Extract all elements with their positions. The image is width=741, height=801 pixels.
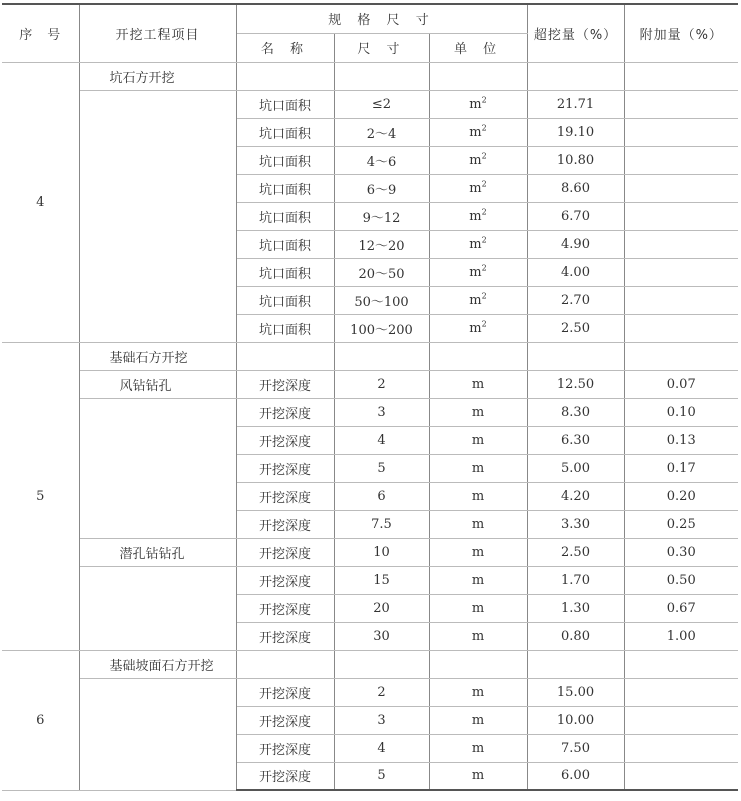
unit-text: m	[471, 404, 485, 420]
cell-size: 3	[334, 706, 429, 734]
cell-unit	[429, 230, 527, 258]
table-row	[2, 398, 738, 426]
cell-over: 8.30	[527, 398, 624, 426]
section-5-title-row	[2, 342, 738, 370]
cell-size: 20	[334, 594, 429, 622]
cell-size: 3	[334, 398, 429, 426]
cell-extra	[624, 678, 738, 706]
unit-text: m	[469, 292, 482, 308]
cell-empty	[429, 62, 527, 90]
cell-over: 8.60	[527, 174, 624, 202]
cell-size: 5	[334, 762, 429, 790]
section-6-title-row	[2, 650, 738, 678]
cell-size: 50～100	[334, 286, 429, 314]
cell-size: 9～12	[334, 202, 429, 230]
unit-text: m	[471, 572, 485, 588]
cell-extra	[624, 202, 738, 230]
seq-number: 4	[2, 62, 79, 342]
cell-size: 30	[334, 622, 429, 650]
cell-over: 12.50	[527, 370, 624, 398]
cell-name: 坑口面积	[236, 230, 334, 258]
unit-text: m	[471, 460, 485, 476]
cell-unit	[429, 454, 527, 482]
cell-unit	[429, 622, 527, 650]
header-extra: 附加量（%）	[624, 4, 738, 62]
cell-over: 4.20	[527, 482, 624, 510]
cell-extra	[624, 706, 738, 734]
cell-extra: 0.13	[624, 426, 738, 454]
unit-text: m	[469, 180, 482, 196]
unit-superscript: 2	[481, 179, 487, 189]
cell-name: 开挖深度	[236, 734, 334, 762]
cell-extra	[624, 762, 738, 790]
cell-over: 5.00	[527, 454, 624, 482]
cell-over: 2.70	[527, 286, 624, 314]
cell-over: 2.50	[527, 314, 624, 342]
unit-text: m	[471, 684, 485, 700]
cell-name: 坑口面积	[236, 202, 334, 230]
unit-text: m	[471, 600, 485, 616]
cell-extra: 0.30	[624, 538, 738, 566]
unit-text: m	[469, 320, 482, 336]
cell-name: 坑口面积	[236, 118, 334, 146]
cell-extra: 1.00	[624, 622, 738, 650]
cell-name: 开挖深度	[236, 398, 334, 426]
cell-over: 6.00	[527, 762, 624, 790]
cell-unit	[429, 594, 527, 622]
cell-size: 6～9	[334, 174, 429, 202]
cell-name: 开挖深度	[236, 482, 334, 510]
cell-over: 10.80	[527, 146, 624, 174]
header-seq: 序 号	[2, 4, 79, 62]
cell-unit	[429, 538, 527, 566]
item-blank	[79, 90, 236, 342]
cell-empty	[624, 62, 738, 90]
header-spec: 规 格 尺 寸	[236, 4, 527, 33]
cell-unit	[429, 762, 527, 790]
cell-name: 坑口面积	[236, 174, 334, 202]
cell-name: 开挖深度	[236, 622, 334, 650]
cell-unit	[429, 398, 527, 426]
cell-empty	[624, 650, 738, 678]
seq-number: 5	[2, 342, 79, 650]
unit-superscript: 2	[481, 95, 487, 105]
item-blank	[79, 678, 236, 790]
cell-unit	[429, 426, 527, 454]
header-size: 尺 寸	[334, 33, 429, 62]
cell-name: 坑口面积	[236, 314, 334, 342]
cell-empty	[429, 650, 527, 678]
cell-size: 20～50	[334, 258, 429, 286]
cell-unit	[429, 482, 527, 510]
cell-size: 10	[334, 538, 429, 566]
cell-over: 19.10	[527, 118, 624, 146]
cell-unit	[429, 370, 527, 398]
unit-text: m	[469, 208, 482, 224]
cell-size: 15	[334, 566, 429, 594]
cell-over: 6.70	[527, 202, 624, 230]
cell-empty	[236, 650, 334, 678]
cell-unit	[429, 258, 527, 286]
cell-empty	[236, 62, 334, 90]
cell-extra	[624, 286, 738, 314]
cell-size: 100～200	[334, 314, 429, 342]
cell-size: 12～20	[334, 230, 429, 258]
unit-text: m	[471, 740, 485, 756]
cell-over: 3.30	[527, 510, 624, 538]
cell-size: 2	[334, 678, 429, 706]
item-blank	[79, 566, 236, 650]
unit-text: m	[471, 768, 485, 784]
cell-empty	[429, 342, 527, 370]
seq-number: 6	[2, 650, 79, 790]
header-row-1	[2, 4, 738, 33]
cell-unit	[429, 118, 527, 146]
item-title: 基础坡面石方开挖	[79, 650, 236, 678]
cell-size: 2	[334, 370, 429, 398]
header-name: 名 称	[236, 33, 334, 62]
item-title: 坑石方开挖	[79, 62, 236, 90]
cell-over: 15.00	[527, 678, 624, 706]
excavation-table	[2, 3, 738, 791]
cell-extra	[624, 118, 738, 146]
cell-unit	[429, 202, 527, 230]
cell-unit	[429, 706, 527, 734]
cell-empty	[527, 650, 624, 678]
item-title: 基础石方开挖	[79, 342, 236, 370]
unit-text: m	[471, 712, 485, 728]
table-row	[2, 538, 738, 566]
cell-name: 开挖深度	[236, 538, 334, 566]
cell-name: 开挖深度	[236, 454, 334, 482]
unit-superscript: 2	[481, 235, 487, 245]
cell-size: 4	[334, 426, 429, 454]
unit-text: m	[471, 488, 485, 504]
cell-over: 21.71	[527, 90, 624, 118]
cell-extra	[624, 146, 738, 174]
unit-text: m	[469, 96, 482, 112]
cell-unit	[429, 510, 527, 538]
item-subtitle: 潜孔钻钻孔	[79, 538, 236, 566]
cell-over: 1.30	[527, 594, 624, 622]
unit-text: m	[469, 124, 482, 140]
cell-over: 4.90	[527, 230, 624, 258]
unit-text: m	[469, 264, 482, 280]
cell-empty	[527, 62, 624, 90]
cell-empty	[334, 650, 429, 678]
cell-extra: 0.07	[624, 370, 738, 398]
cell-extra	[624, 258, 738, 286]
cell-size: 4	[334, 734, 429, 762]
unit-text: m	[471, 432, 485, 448]
cell-name: 开挖深度	[236, 510, 334, 538]
unit-superscript: 2	[481, 263, 487, 273]
cell-unit	[429, 174, 527, 202]
table-row	[2, 678, 738, 706]
cell-extra: 0.20	[624, 482, 738, 510]
cell-extra: 0.25	[624, 510, 738, 538]
cell-over: 1.70	[527, 566, 624, 594]
cell-size: 2～4	[334, 118, 429, 146]
cell-unit	[429, 314, 527, 342]
unit-superscript: 2	[481, 123, 487, 133]
unit-text: m	[469, 236, 482, 252]
cell-name: 开挖深度	[236, 762, 334, 790]
cell-over: 10.00	[527, 706, 624, 734]
cell-size: 6	[334, 482, 429, 510]
cell-unit	[429, 566, 527, 594]
cell-extra: 0.50	[624, 566, 738, 594]
cell-unit	[429, 146, 527, 174]
cell-name: 坑口面积	[236, 258, 334, 286]
unit-superscript: 2	[481, 207, 487, 217]
cell-extra	[624, 230, 738, 258]
cell-extra: 0.17	[624, 454, 738, 482]
cell-size: 4～6	[334, 146, 429, 174]
cell-over: 6.30	[527, 426, 624, 454]
cell-extra: 0.67	[624, 594, 738, 622]
cell-unit	[429, 734, 527, 762]
unit-superscript: 2	[481, 319, 487, 329]
cell-unit	[429, 90, 527, 118]
cell-over: 4.00	[527, 258, 624, 286]
cell-name: 开挖深度	[236, 566, 334, 594]
table-row	[2, 566, 738, 594]
cell-extra: 0.10	[624, 398, 738, 426]
cell-name: 开挖深度	[236, 706, 334, 734]
cell-empty	[334, 342, 429, 370]
cell-name: 坑口面积	[236, 146, 334, 174]
cell-name: 坑口面积	[236, 286, 334, 314]
header-item: 开挖工程项目	[79, 4, 236, 62]
unit-text: m	[471, 516, 485, 532]
cell-size: ≤2	[334, 90, 429, 118]
table-row	[2, 370, 738, 398]
cell-name: 坑口面积	[236, 90, 334, 118]
cell-size: 7.5	[334, 510, 429, 538]
unit-text: m	[471, 544, 485, 560]
unit-text: m	[471, 628, 485, 644]
cell-extra	[624, 174, 738, 202]
cell-empty	[527, 342, 624, 370]
cell-name: 开挖深度	[236, 594, 334, 622]
cell-extra	[624, 734, 738, 762]
item-subtitle: 风钻钻孔	[79, 370, 236, 398]
cell-empty	[236, 342, 334, 370]
cell-name: 开挖深度	[236, 370, 334, 398]
item-blank	[79, 398, 236, 538]
cell-unit	[429, 678, 527, 706]
cell-unit	[429, 286, 527, 314]
cell-over: 0.80	[527, 622, 624, 650]
unit-superscript: 2	[481, 151, 487, 161]
cell-empty	[624, 342, 738, 370]
cell-over: 7.50	[527, 734, 624, 762]
cell-name: 开挖深度	[236, 426, 334, 454]
cell-name: 开挖深度	[236, 678, 334, 706]
cell-empty	[334, 62, 429, 90]
cell-extra	[624, 90, 738, 118]
cell-size: 5	[334, 454, 429, 482]
unit-superscript: 2	[481, 291, 487, 301]
header-unit: 单 位	[429, 33, 527, 62]
unit-text: m	[471, 376, 485, 392]
cell-over: 2.50	[527, 538, 624, 566]
section-4-title-row	[2, 62, 738, 90]
header-over: 超挖量（%）	[527, 4, 624, 62]
cell-extra	[624, 314, 738, 342]
unit-text: m	[469, 152, 482, 168]
table-row	[2, 90, 738, 118]
